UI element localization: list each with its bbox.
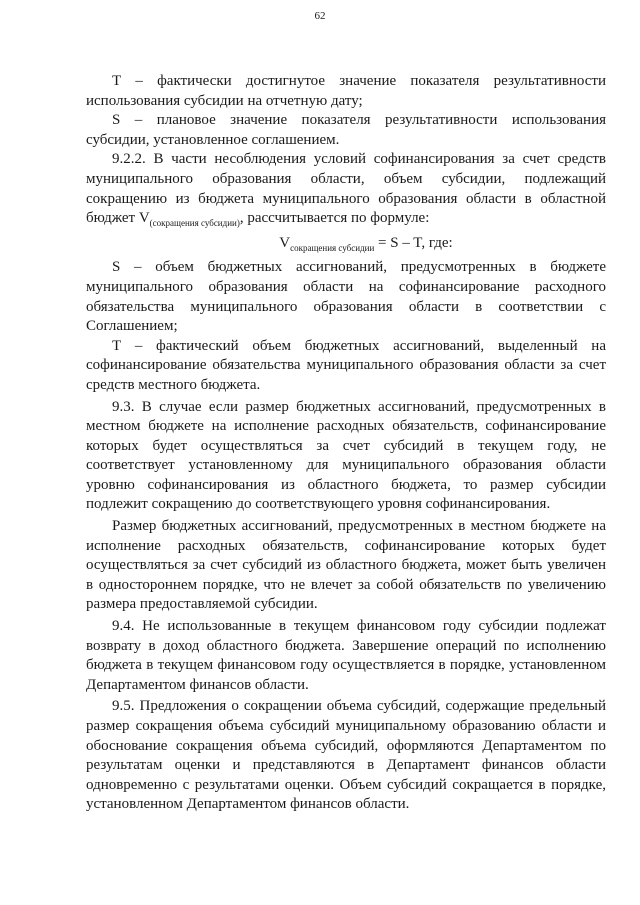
formula-subscript: сокращения субсидии <box>290 242 375 253</box>
formula-rest: = S – T, где: <box>374 234 453 251</box>
paragraph-budget-increase: Размер бюджетных ассигнований, предусмотренных в местном бюджете на исполнение расходных обязательств, софинансирование которых будет осуществляться за счет субсидий из областного бюджета, может быть увеличен в одностороннем порядке, что не влечет за собой обязательств по увеличению размера предоставляемой субсидии. <box>86 518 606 613</box>
page-number: 62 <box>314 10 326 22</box>
formula <box>86 234 606 259</box>
paragraph-9-2-2-text: 9.2.2. В части несоблюдения условий софинансирования за счет средств муниципального образования области, объем субсидии, подлежащий сокращению из бюджета муниципального образования области в областной бюджет V <box>86 151 606 227</box>
paragraph-s-definition: S – плановое значение показателя результативности использования субсидии, установленное соглашением. <box>86 112 606 148</box>
formula-v: V <box>279 234 291 251</box>
paragraph-9-2-2-tail: , рассчитывается по формуле: <box>239 210 430 227</box>
paragraph-9-3: 9.3. В случае если размер бюджетных ассигнований, предусмотренных в местном бюджете на исполнение расходных обязательств, софинансирование которых будет осуществляться за счет субсидий в текущем году, не соответствует установленному для муниципального образования области уровню софинансирования из областного бюджета, то размер субсидии подлежит сокращению до соответствующего уровня софинансирования. <box>86 398 606 513</box>
paragraph-t-budget: Т – фактический объем бюджетных ассигнований, выделенный на софинансирование обязательства муниципального образования области за счет средств местного бюджета. <box>86 337 606 393</box>
paragraph-9-5: 9.5. Предложения о сокращении объема субсидий, содержащие предельный размер сокращения объема субсидий муниципальному образованию области и обоснование сокращения объема субсидий, оформляются Департаментом по результатам оценки и представляются в Департамент финансов области одновременно с результатами оценки. Объем субсидий сокращается в порядке, установленном Департаментом финансов области. <box>86 698 606 813</box>
paragraph-9-4: 9.4. Не использованные в текущем финансовом году субсидии подлежат возврату в доход областного бюджета. Завершение операций по исполнению бюджета в текущем финансовом году осуществляется в порядке, установленном Департаментом финансов области. <box>86 618 606 693</box>
paragraph-9-2-2-subscript: (сокращения субсидии) <box>149 218 240 229</box>
paragraph-s-budget: S – объем бюджетных ассигнований, предусмотренных в бюджете муниципального образования области на софинансирование расходного обязательства муниципального образования области в соответствии с Соглашением; <box>86 259 606 335</box>
document-body <box>86 72 606 815</box>
paragraph-9-2-2 <box>86 150 606 233</box>
paragraph-t-definition: Т – фактически достигнутое значение показателя результативности использования субсидии на отчетную дату; <box>86 73 606 109</box>
